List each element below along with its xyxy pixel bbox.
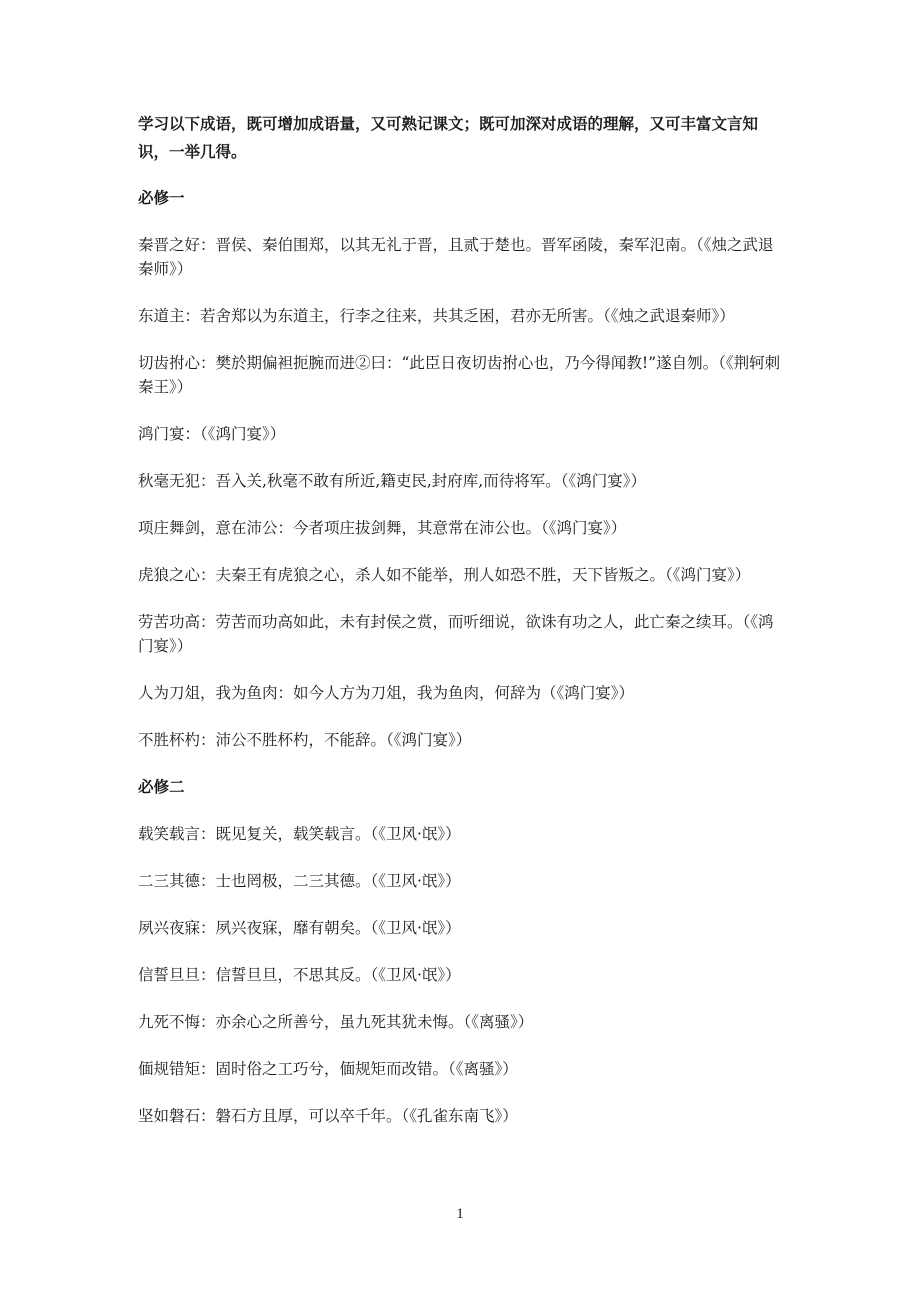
intro-paragraph: 学习以下成语，既可增加成语量，又可熟记课文；既可加深对成语的理解，又可丰富文言知识，一举几得。 [138, 115, 759, 161]
idiom-entry: 坚如磐石：磐石方且厚，可以卒千年。（《孔雀东南飞》） [138, 1107, 518, 1125]
idiom-entry: 载笑载言：既见复关，载笑载言。（《卫风·氓》） [138, 825, 461, 843]
idiom-entry: 项庄舞剑，意在沛公：今者项庄拔剑舞，其意常在沛公也。（《鸿门宴》） [138, 519, 627, 537]
idiom-entry: 秋毫无犯：吾入关,秋毫不敢有所近,籍吏民,封府库,而待将军。（《鸿门宴》） [138, 472, 646, 490]
idiom-entry: 夙兴夜寐：夙兴夜寐，靡有朝矣。（《卫风·氓》） [138, 919, 461, 937]
idiom-entry: 鸿门宴：（《鸿门宴》） [138, 425, 286, 443]
idiom-entry: 东道主：若舍郑以为东道主，行李之往来，共其乏困，君亦无所害。（《烛之武退秦师》） [138, 307, 735, 325]
section-1 [138, 186, 786, 752]
idiom-entry: 信誓旦旦：信誓旦旦，不思其反。（《卫风·氓》） [138, 966, 461, 984]
idiom-entry: 九死不悔：亦余心之所善兮，虽九死其犹未悔。（《离骚》） [138, 1013, 534, 1031]
section-heading: 必修二 [138, 778, 185, 796]
section-heading: 必修一 [138, 189, 185, 207]
idiom-entry: 切齿拊心：樊於期偏袒扼腕而进②曰：“此臣日夜切齿拊心也，乃今得闻教!”遂自刎。（《荆轲刺秦王》） [138, 354, 781, 396]
idiom-entry: 劳苦功高：劳苦而功高如此，未有封侯之赏，而听细说，欲诛有功之人，此亡秦之续耳。（《鸿门宴》） [138, 613, 774, 655]
idiom-entry: 人为刀俎，我为鱼肉：如今人方为刀俎，我为鱼肉，何辞为（《鸿门宴》） [138, 684, 635, 702]
page-number: 1 [456, 1206, 464, 1222]
idiom-entry: 二三其德：士也罔极，二三其德。（《卫风·氓》） [138, 872, 461, 890]
document-body [138, 110, 786, 1151]
section-2 [138, 775, 786, 1128]
idiom-entry: 不胜杯杓：沛公不胜杯杓，不能辞。（《鸿门宴》） [138, 731, 472, 749]
idiom-entry: 偭规错矩：固时俗之工巧兮，偭规矩而改错。（《离骚》） [138, 1060, 518, 1078]
idiom-entry: 秦晋之好：晋侯、秦伯围郑，以其无礼于晋，且贰于楚也。晋军函陵，秦军氾南。（《烛之武退秦师》） [138, 236, 774, 278]
idiom-entry: 虎狼之心：夫秦王有虎狼之心，杀人如不能举，刑人如恐不胜，天下皆叛之。（《鸿门宴》） [138, 566, 751, 584]
